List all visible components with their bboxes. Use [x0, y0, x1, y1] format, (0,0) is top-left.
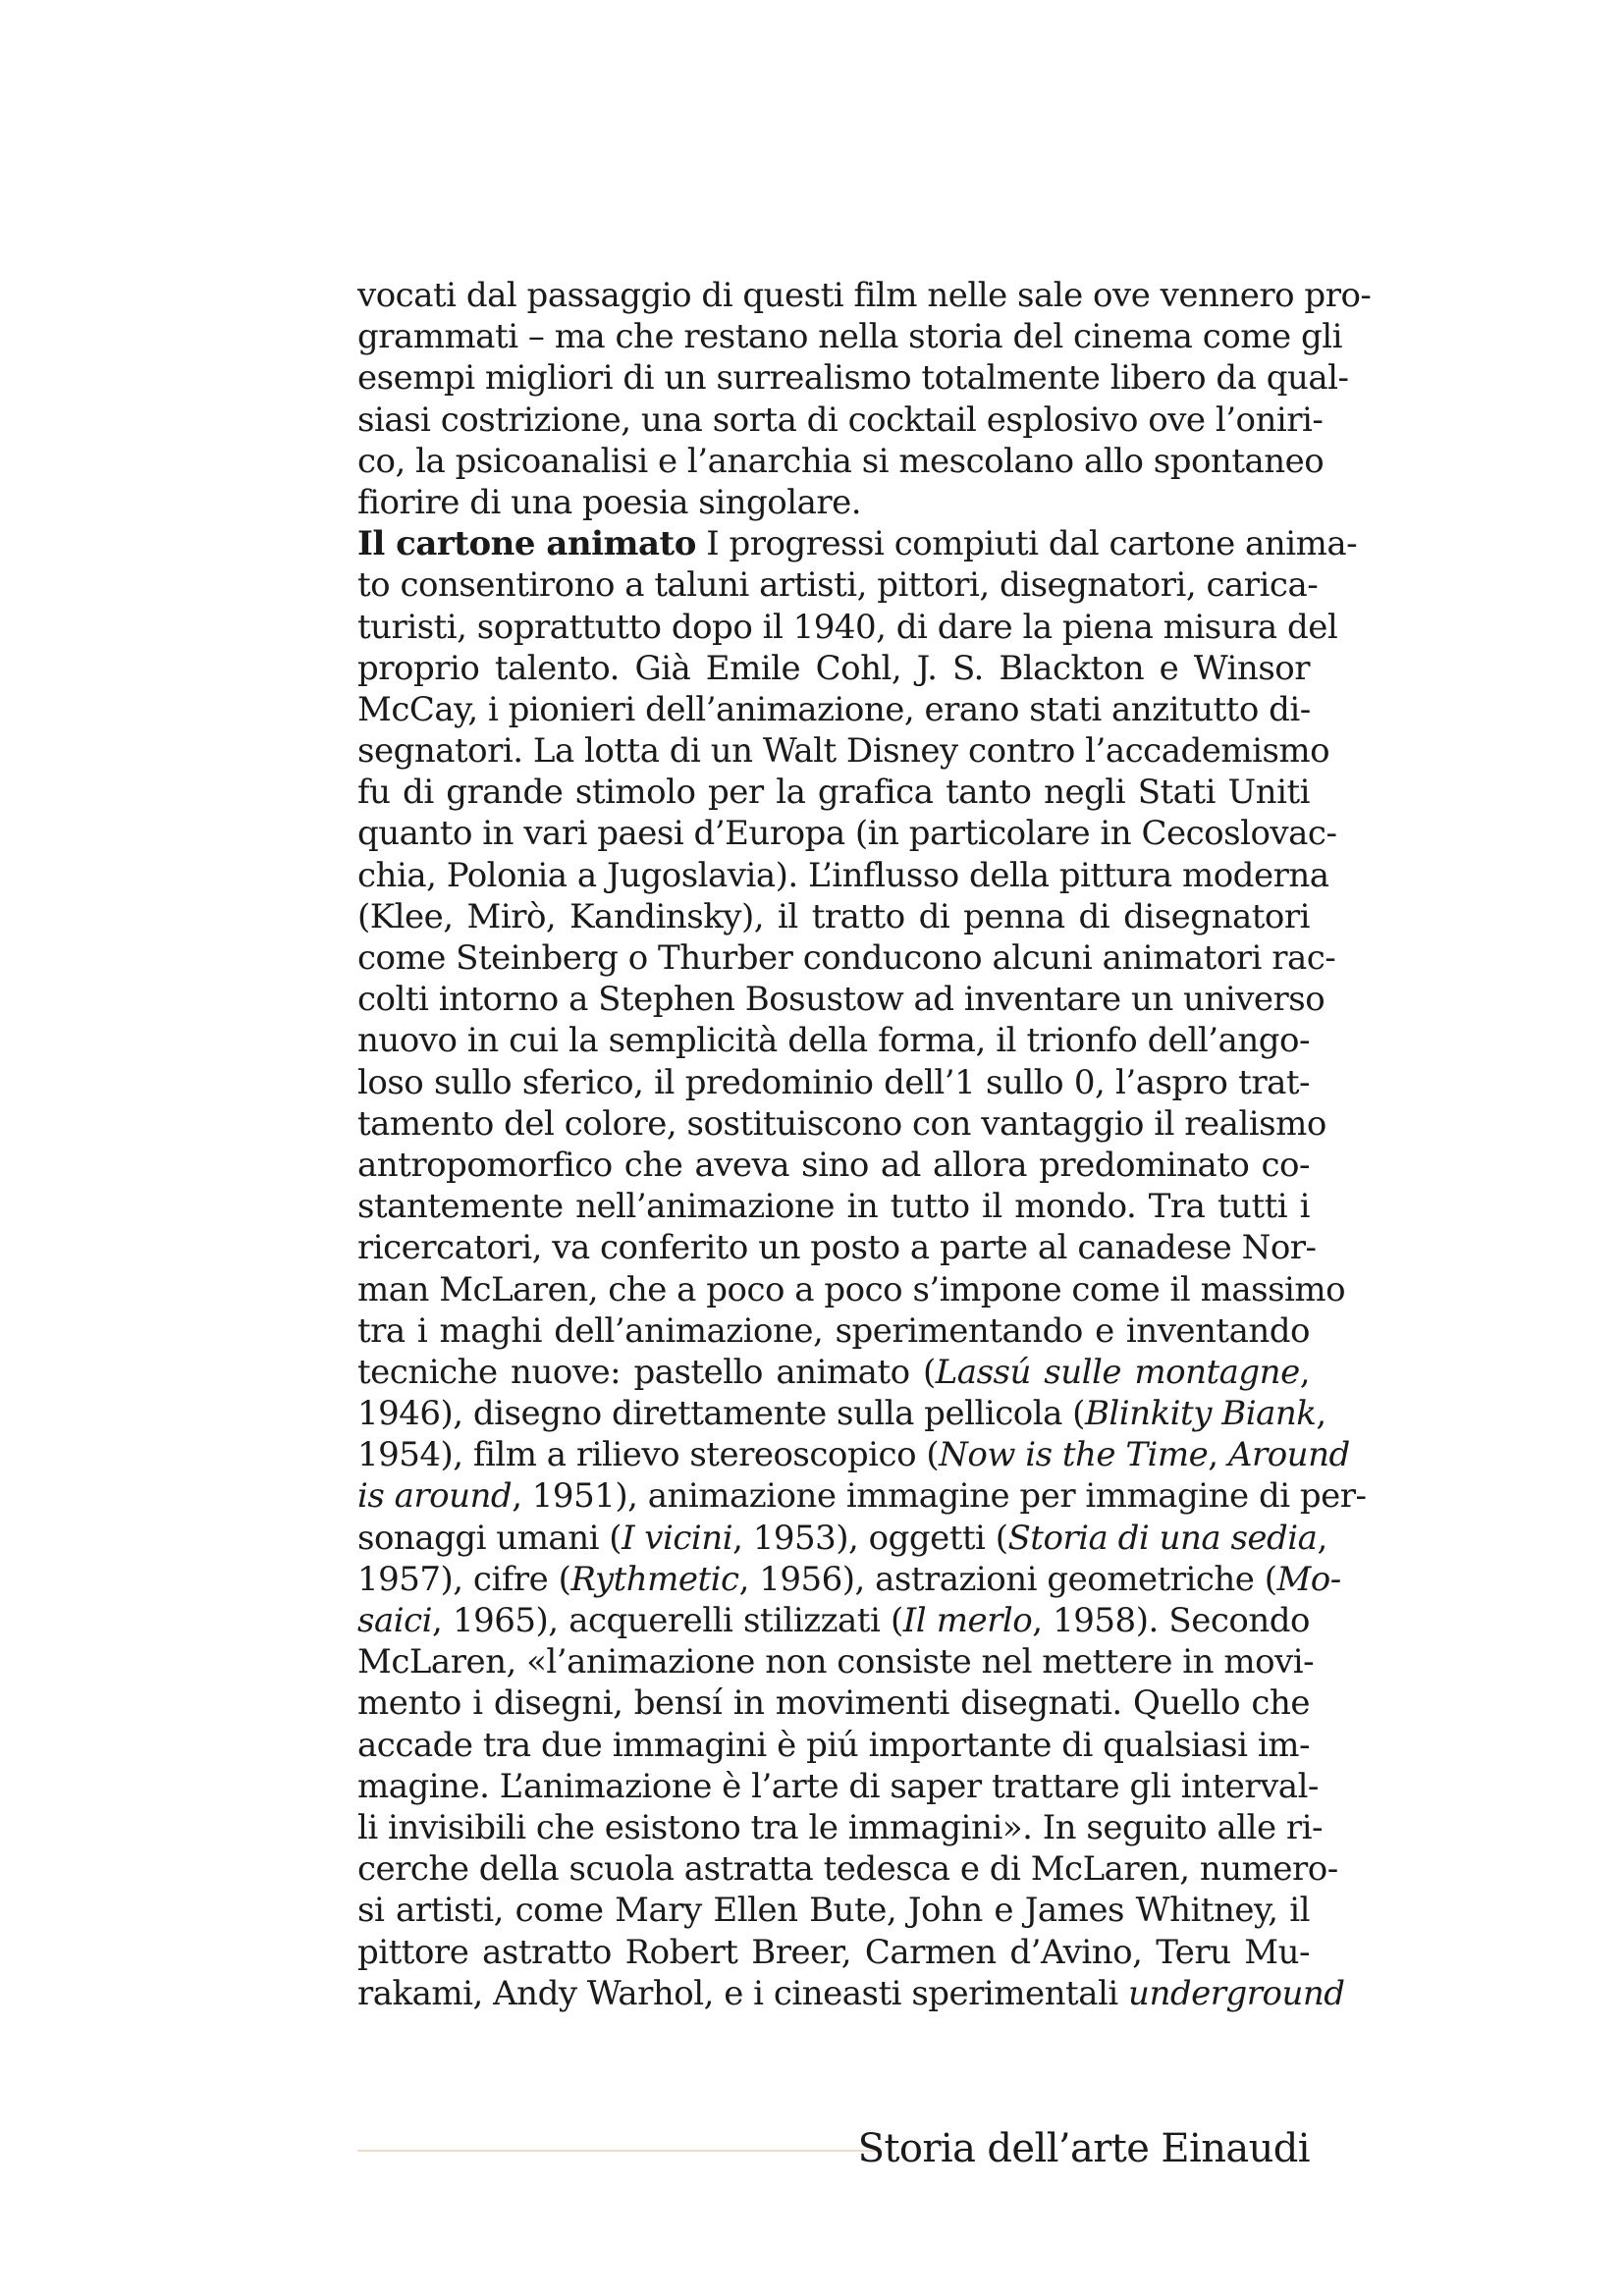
- italic-title: Rythmetic: [570, 1559, 739, 1599]
- text-line: [357, 937, 1336, 979]
- text-line: [357, 855, 1329, 896]
- text-run: vocati dal passaggio di questi film nelle sale ove vennero pro-: [357, 276, 1372, 315]
- text-line: [357, 1682, 1310, 1724]
- text-run: chia, Polonia a Jugoslavia). L’influsso della pittura moderna: [357, 855, 1329, 895]
- italic-title: Storia di una sedia: [1007, 1518, 1318, 1558]
- text-run: , 1965), acquerelli stilizzati (: [432, 1601, 903, 1640]
- italic-title: underground: [1128, 1973, 1345, 2013]
- text-run: , 1951), animazione immagine per immagine di per-: [512, 1476, 1367, 1517]
- text-line: [357, 1559, 1341, 1600]
- text-run: esempi migliori di un surrealismo totalmente libero da qual-: [357, 358, 1349, 399]
- text-line: [357, 523, 1358, 564]
- text-run: cerche della scuola astratta tedesca e di McLaren, numero-: [357, 1849, 1338, 1890]
- text-line: [357, 357, 1349, 399]
- text-run: to consentirono a taluni artisti, pittori, disegnatori, carica-: [357, 565, 1319, 606]
- text-line: [357, 441, 1325, 482]
- italic-title: Now is the Time: [939, 1435, 1209, 1475]
- text-line: [357, 1145, 1310, 1186]
- text-run: co, la psicoanalisi e l’anarchia si mescolano allo spontaneo: [357, 441, 1325, 481]
- italic-title: Blinkity Biank: [1084, 1394, 1317, 1434]
- text-run: proprio talento. Già Emile Cohl, J. S. Blackton e Winsor: [357, 648, 1310, 688]
- text-run: McLaren, «l’animazione non consiste nel mettere in movi-: [357, 1642, 1315, 1682]
- text-run: , 1958). Secondo: [1032, 1601, 1310, 1640]
- text-run: antropomorfico che aveva sino ad allora predominato co-: [357, 1145, 1310, 1185]
- text-line: [357, 1434, 1350, 1475]
- body-text: [357, 275, 1372, 2014]
- text-line: [357, 730, 1330, 772]
- text-line: [357, 813, 1337, 854]
- text-line: [357, 648, 1310, 689]
- text-run: siasi costrizione, una sorta di cocktail esplosivo ove l’oniri-: [357, 400, 1324, 440]
- text-run: segnatori. La lotta di un Walt Disney contro l’accademismo: [357, 731, 1330, 772]
- text-run: sonaggi umani (: [357, 1518, 622, 1558]
- text-line: [357, 1890, 1310, 1931]
- text-run: , 1956), astrazioni geometriche (: [738, 1559, 1277, 1599]
- page-footer: [357, 2120, 1310, 2179]
- text-line: [357, 1807, 1323, 1848]
- text-run: 1954), film a rilievo stereoscopico (: [357, 1435, 940, 1475]
- text-line: [357, 1020, 1310, 1061]
- text-line: [357, 1352, 1310, 1393]
- italic-title: Lassú sulle montagne: [935, 1352, 1300, 1392]
- text-line: [357, 1269, 1346, 1310]
- text-run: ,: [1208, 1435, 1228, 1475]
- text-line: [357, 1973, 1345, 2014]
- text-run: , 1953), oggetti (: [732, 1518, 1008, 1558]
- text-line: [357, 564, 1319, 606]
- text-line: [357, 316, 1342, 357]
- text-run: (Klee, Mirò, Kandinsky), il tratto di penna di disegnatori: [357, 896, 1310, 936]
- text-run: I progressi compiuti dal cartone anima-: [695, 524, 1358, 564]
- text-run: grammati – ma che restano nella storia del cinema come gli: [357, 317, 1342, 357]
- text-line: [357, 1725, 1310, 1766]
- footer-title: Storia dell’arte Einaudi: [857, 2126, 1310, 2171]
- text-line: [357, 607, 1338, 648]
- text-run: come Steinberg o Thurber conducono alcuni animatori rac-: [357, 938, 1336, 978]
- text-run: loso sullo sferico, il predominio dell’1 sullo 0, l’aspro trat-: [357, 1062, 1310, 1102]
- text-run: ,: [1316, 1394, 1326, 1434]
- text-run: si artisti, come Mary Ellen Bute, John e James Whitney, il: [357, 1891, 1310, 1931]
- text-run: colti intorno a Stephen Bosustow ad inventare un universo: [357, 980, 1325, 1020]
- text-run: man McLaren, che a poco a poco s’impone come il massimo: [357, 1269, 1346, 1309]
- text-line: [357, 1932, 1310, 1973]
- text-line: [357, 1186, 1310, 1227]
- text-run: quanto in vari paesi d’Europa (in particolare in Cecoslovac-: [357, 814, 1337, 854]
- text-run: nuovo in cui la semplicità della forma, il trionfo dell’ango-: [357, 1021, 1310, 1061]
- text-line: [357, 1766, 1319, 1807]
- text-run: magine. L’animazione è l’arte di saper trattare gli interval-: [357, 1766, 1319, 1806]
- text-run: ,: [1299, 1352, 1310, 1392]
- text-line: [357, 1848, 1338, 1890]
- text-run: 1957), cifre (: [357, 1559, 571, 1599]
- text-run: rakami, Andy Warhol, e i cineasti sperimentali: [357, 1973, 1129, 2013]
- text-line: [357, 1310, 1310, 1352]
- text-run: mento i disegni, bensí in movimenti disegnati. Quello che: [357, 1683, 1310, 1724]
- text-line: [357, 1103, 1326, 1145]
- text-line: [357, 1641, 1315, 1682]
- text-line: [357, 1600, 1310, 1641]
- text-line: [357, 1227, 1317, 1268]
- text-run: fu di grande stimolo per la grafica tanto negli Stati Uniti: [357, 773, 1310, 813]
- italic-title: saici: [357, 1601, 433, 1640]
- text-line: [357, 896, 1310, 937]
- text-run: ,: [1317, 1518, 1327, 1558]
- text-run: tra i maghi dell’animazione, sperimentando e inventando: [357, 1310, 1310, 1351]
- text-run: 1946), disegno direttamente sulla pellicola (: [357, 1394, 1085, 1434]
- text-run: pittore astratto Robert Breer, Carmen d’Avino, Teru Mu-: [357, 1932, 1310, 1972]
- text-run: accade tra due immagini è piú importante di qualsiasi im-: [357, 1725, 1310, 1765]
- text-line: [357, 1518, 1327, 1559]
- text-run: stantemente nell’animazione in tutto il mondo. Tra tutti i: [357, 1187, 1310, 1227]
- text-run: McCay, i pionieri dell’animazione, erano stati anzitutto di-: [357, 689, 1311, 729]
- text-run: tecniche nuove: pastello animato (: [357, 1352, 936, 1392]
- text-run: turisti, soprattutto dopo il 1940, di dare la piena misura del: [357, 607, 1338, 647]
- text-run: tamento del colore, sostituiscono con vantaggio il realismo: [357, 1103, 1326, 1144]
- section-heading: Il cartone animato: [357, 524, 696, 564]
- text-run: li invisibili che esistono tra le immagini». In seguito alle ri-: [357, 1807, 1323, 1847]
- text-line: [357, 1062, 1310, 1103]
- text-line: [357, 275, 1372, 316]
- italic-title: I vicini: [622, 1518, 733, 1558]
- text-line: [357, 400, 1324, 441]
- text-line: [357, 1475, 1367, 1517]
- italic-title: Il merlo: [902, 1601, 1033, 1640]
- text-line: [357, 482, 1310, 523]
- italic-title: Around: [1227, 1435, 1350, 1475]
- text-line: [357, 979, 1325, 1020]
- text-line: [357, 689, 1310, 730]
- italic-title: is around: [357, 1476, 513, 1517]
- text-run: ricercatori, va conferito un posto a parte al canadese Nor-: [357, 1228, 1317, 1268]
- footer-rule: [357, 2150, 878, 2152]
- text-run: fiorire di una poesia singolare.: [357, 482, 862, 522]
- italic-title: Mo-: [1276, 1559, 1341, 1599]
- text-line: [357, 772, 1310, 813]
- text-line: [357, 1393, 1326, 1434]
